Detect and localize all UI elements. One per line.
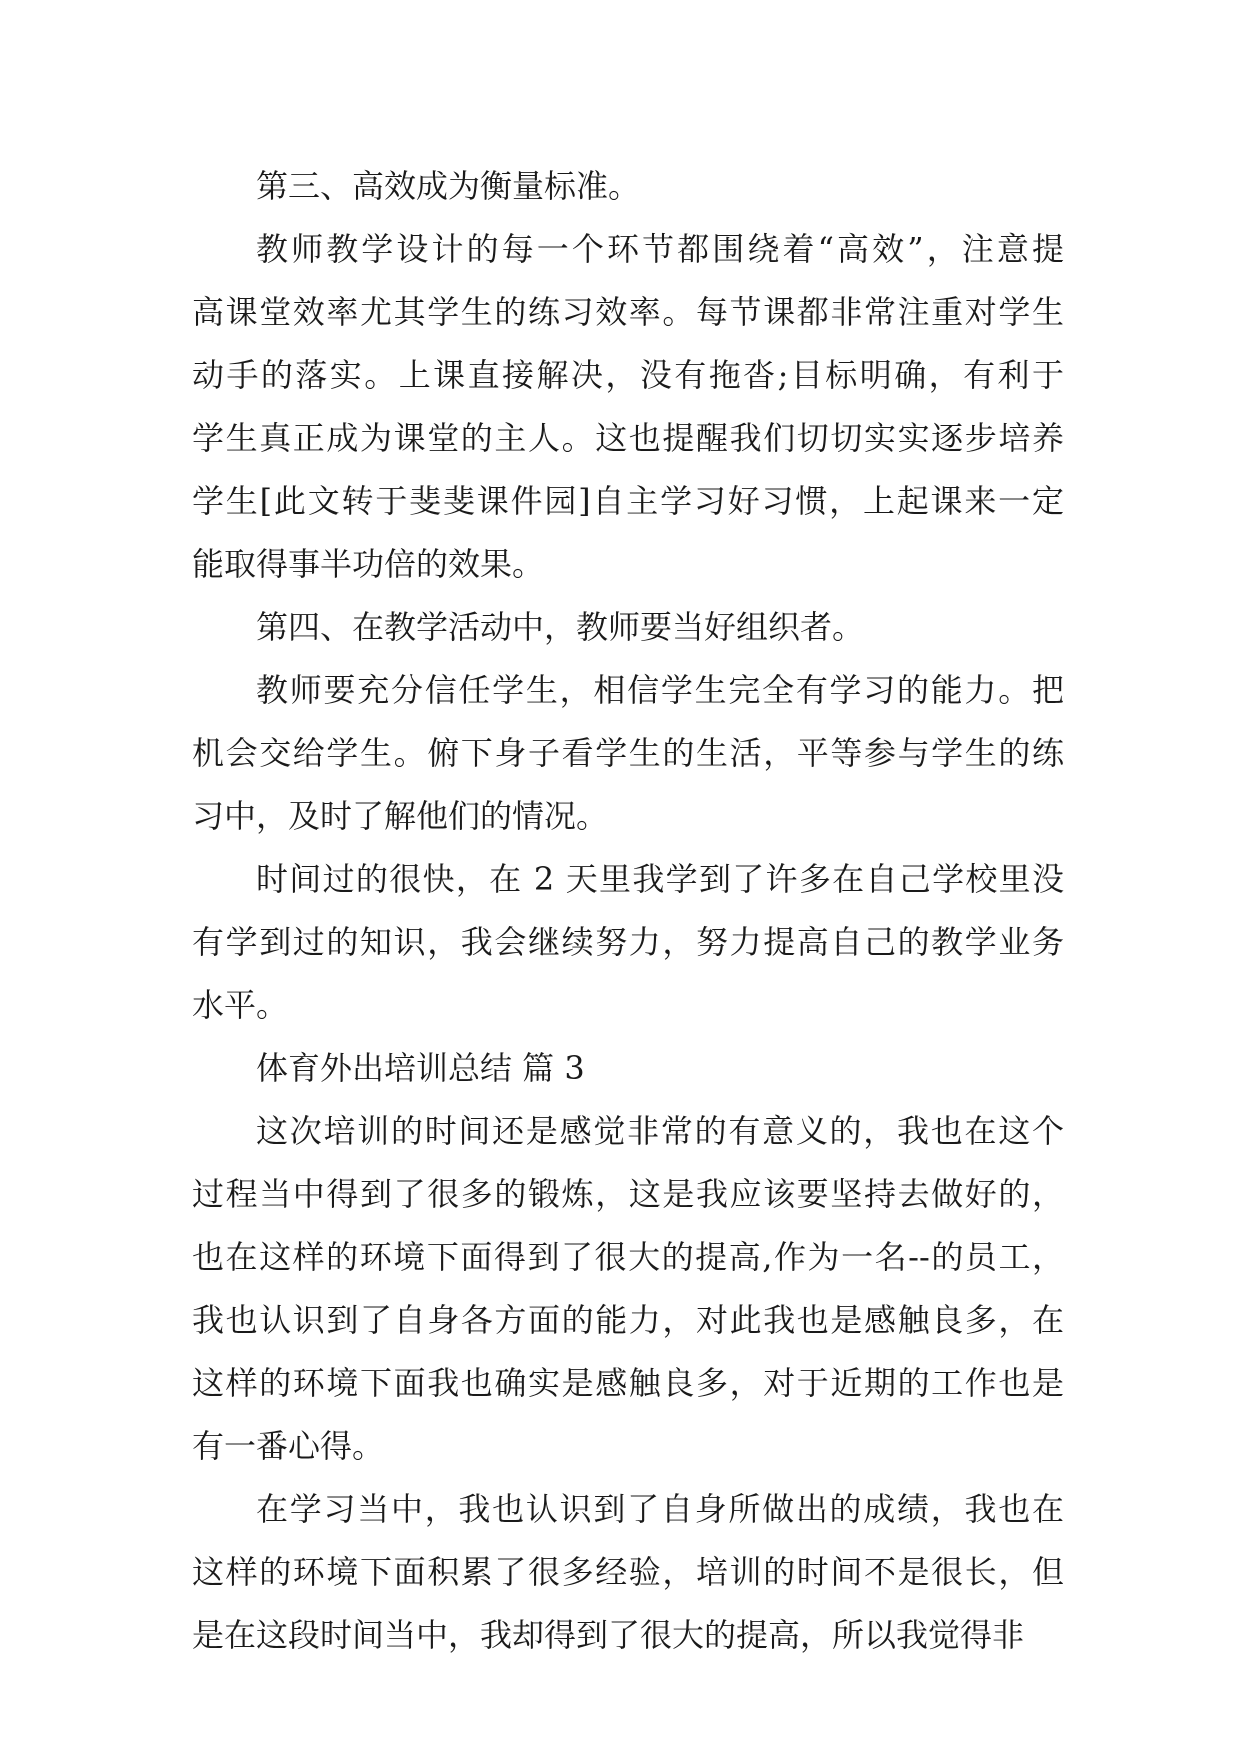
- section-heading: 第四、在教学活动中，教师要当好组织者。: [256, 608, 865, 646]
- text-line: 这样的环境下面积累了很多经验，培训的时间不是很长，但: [192, 1553, 1064, 1591]
- paragraph-para-organizer: [192, 659, 1064, 848]
- paragraph-para-time: [192, 848, 1064, 1037]
- section-heading: 体育外出培训总结 篇 3: [256, 1049, 585, 1087]
- text-line: 习中，及时了解他们的情况。: [192, 797, 609, 835]
- paragraph-para-efficiency: [192, 218, 1064, 596]
- text-line: 在学习当中，我也认识到了自身所做出的成绩，我也在: [256, 1490, 1064, 1528]
- text-line: 我也认识到了自身各方面的能力，对此我也是感触良多，在: [192, 1301, 1064, 1339]
- paragraph-heading-fourth: [192, 596, 1064, 659]
- text-line: 也在这样的环境下面得到了很大的提高,作为一名--的员工，: [192, 1238, 1064, 1276]
- paragraph-para-training: [192, 1100, 1064, 1478]
- text-line: 有学到过的知识，我会继续努力，努力提高自己的教学业务: [192, 923, 1064, 961]
- text-line: 是在这段时间当中，我却得到了很大的提高，所以我觉得非: [192, 1616, 1025, 1654]
- text-line: 教师教学设计的每一个环节都围绕着“高效”，注意提: [256, 230, 1064, 268]
- text-line: 能取得事半功倍的效果。: [192, 545, 545, 583]
- text-line: 水平。: [192, 986, 289, 1024]
- paragraph-heading-third: [192, 155, 1064, 218]
- text-line: 动手的落实。上课直接解决，没有拖沓;目标明确，有利于: [192, 356, 1064, 394]
- text-line: 过程当中得到了很多的锻炼，这是我应该要坚持去做好的，: [192, 1175, 1064, 1213]
- text-line: 这样的环境下面我也确实是感触良多，对于近期的工作也是: [192, 1364, 1064, 1402]
- paragraph-para-learning: [192, 1478, 1064, 1667]
- text-line: 学生[此文转于斐斐课件园]自主学习好习惯，上起课来一定: [192, 482, 1064, 520]
- text-line: 高课堂效率尤其学生的练习效率。每节课都非常注重对学生: [192, 293, 1064, 331]
- section-heading: 第三、高效成为衡量标准。: [256, 167, 641, 205]
- paragraph-heading-part3: [192, 1037, 1064, 1100]
- text-line: 有一番心得。: [192, 1427, 385, 1465]
- text-line: 这次培训的时间还是感觉非常的有意义的，我也在这个: [256, 1112, 1064, 1150]
- text-line: 教师要充分信任学生，相信学生完全有学习的能力。把: [256, 671, 1064, 709]
- document-body: [192, 155, 1064, 1667]
- text-line: 机会交给学生。俯下身子看学生的生活，平等参与学生的练: [192, 734, 1064, 772]
- text-line: 时间过的很快，在 2 天里我学到了许多在自己学校里没: [256, 860, 1064, 898]
- text-line: 学生真正成为课堂的主人。这也提醒我们切切实实逐步培养: [192, 419, 1064, 457]
